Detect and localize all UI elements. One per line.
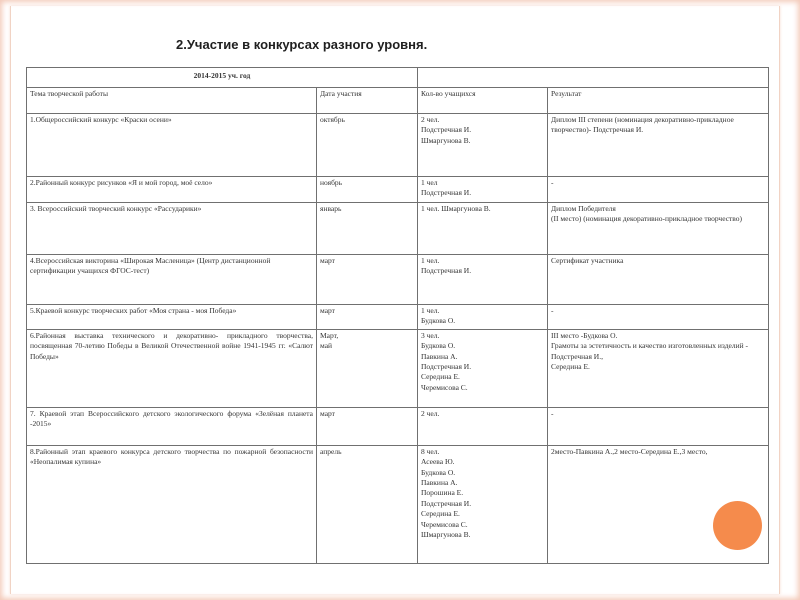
students-line: Павкина А. <box>421 351 458 361</box>
students-line: Черемисова С. <box>421 519 468 529</box>
column-header-work: Тема творческой работы <box>27 88 317 114</box>
students-line: Будкова О. <box>421 467 456 477</box>
table-row <box>27 445 769 563</box>
result-cell <box>548 255 769 305</box>
date-line: май <box>320 341 333 351</box>
decorative-circle <box>713 501 762 550</box>
column-header-result: Результат <box>548 88 769 114</box>
result-line: 2место-Павкина А.,2 место-Середина Е.,3 место, <box>551 446 708 456</box>
date-line: Март, <box>320 330 339 340</box>
result-cell <box>548 203 769 255</box>
students-cell <box>418 177 548 203</box>
students-line: 3 чел. <box>421 330 440 340</box>
work-cell: 7. Краевой этап Всероссийского детского экологического форума «Зелёная планета -2015» <box>27 407 317 445</box>
students-line: 1 чел. Шмаргунова В. <box>421 204 491 213</box>
students-cell <box>418 407 548 445</box>
result-line: III место -Будкова О. <box>551 330 618 340</box>
students-cell <box>418 203 548 255</box>
students-line: 2 чел. <box>421 115 440 124</box>
result-cell <box>548 114 769 177</box>
result-line: Середина Е. <box>551 362 590 372</box>
work-cell: 1.Общероссийский конкурс «Краски осени» <box>27 114 317 177</box>
students-line: Порошина Е. <box>421 488 464 498</box>
students-line: Подстречная И. <box>421 498 472 508</box>
students-line: Подстречная И. <box>421 266 472 276</box>
students-cell <box>418 329 548 407</box>
table-row <box>27 114 769 177</box>
date-cell: апрель <box>317 445 418 563</box>
students-line: Будкова О. <box>421 316 456 326</box>
result-cell <box>548 177 769 203</box>
result-line: Диплом Победителя <box>551 204 616 213</box>
slide-title: 2.Участие в конкурсах разного уровня. <box>176 37 428 52</box>
work-cell: 5.Краевой конкурс творческих работ «Моя страна - моя Победа» <box>27 305 317 330</box>
year-header: 2014-2015 уч. год <box>27 68 418 88</box>
students-line: 1 чел. <box>421 256 440 265</box>
students-line: 8 чел. <box>421 446 440 456</box>
date-cell <box>317 329 418 407</box>
date-cell: март <box>317 255 418 305</box>
students-line: 2 чел. <box>421 408 440 418</box>
students-line: Подстречная И. <box>421 188 472 198</box>
date-cell: январь <box>317 203 418 255</box>
students-line: 1 чел. <box>421 306 440 315</box>
result-cell <box>548 407 769 445</box>
table-row <box>27 177 769 203</box>
students-cell <box>418 445 548 563</box>
result-line: Сертификат участника <box>551 256 624 265</box>
students-line: Асеева Ю. <box>421 457 455 467</box>
table-row <box>27 407 769 445</box>
work-cell: 2.Районный конкурс рисунков «Я и мой город, моё село» <box>27 177 317 203</box>
work-cell: 4.Всероссийская викторина «Широкая Масленица» (Центр дистанционной сертификации учащихся ФГОС-тест) <box>27 255 317 305</box>
students-line: Середина Е. <box>421 372 460 382</box>
table-row <box>27 305 769 330</box>
result-line: (II место) (номинация декоративно-прикладное творчество) <box>551 214 743 224</box>
column-header-date: Дата участия <box>317 88 418 114</box>
work-cell: 8.Районный этап краевого конкурса детского творчества по пожарной безопасности «Неопалимая купина» <box>27 445 317 563</box>
result-line: - <box>551 408 554 418</box>
table-row <box>27 255 769 305</box>
students-line: Павкина А. <box>421 478 458 488</box>
table-row <box>27 203 769 255</box>
students-line: Шмаргунова В. <box>421 530 471 540</box>
date-cell: март <box>317 305 418 330</box>
students-cell <box>418 255 548 305</box>
result-line: Диплом III степени (номинация декоративно-прикладное творчество)- Подстречная И. <box>551 115 734 135</box>
students-line: Середина Е. <box>421 509 460 519</box>
table-year-row <box>27 68 769 88</box>
date-cell: ноябрь <box>317 177 418 203</box>
work-cell: 3. Всероссийский творческий конкурс «Рассударики» <box>27 203 317 255</box>
students-cell <box>418 305 548 330</box>
students-cell <box>418 114 548 177</box>
students-line: Шмаргунова В. <box>421 135 471 145</box>
result-line: - <box>551 306 554 315</box>
year-header-empty <box>418 68 769 88</box>
result-line: - <box>551 178 554 187</box>
work-cell: 6.Районная выставка технического и декоративно- прикладного творчества, посвященная 70-летию Победы в Великой Отечественной войне 1941-1945 гг. «Салют Победы» <box>27 329 317 407</box>
students-line: Подстречная И. <box>421 362 472 372</box>
column-header-count: Кол-во учащихся <box>418 88 548 114</box>
result-cell <box>548 329 769 407</box>
result-cell <box>548 305 769 330</box>
competitions-table <box>26 67 769 564</box>
students-line: Подстречная И. <box>421 125 472 135</box>
date-cell: март <box>317 407 418 445</box>
table-row <box>27 329 769 407</box>
table-header-row <box>27 88 769 114</box>
students-line: Черемисова С. <box>421 382 468 392</box>
result-line: Грамоты за эстетичность и качество изготовленных изделий - Подстречная И., <box>551 341 749 361</box>
students-line: 1 чел <box>421 178 438 187</box>
students-line: Будкова О. <box>421 341 456 351</box>
date-cell: октябрь <box>317 114 418 177</box>
